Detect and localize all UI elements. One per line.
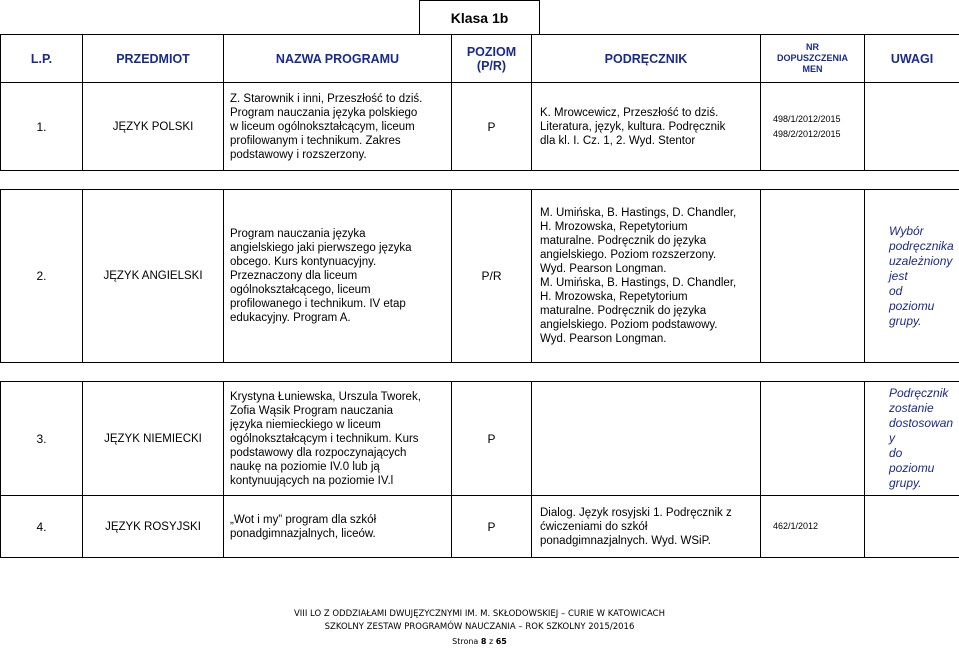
row-number: 3. bbox=[1, 382, 83, 496]
row-book: M. Umińska, B. Hastings, D. Chandler, H. Mrozowska, Repetytorium maturalne. Podręcznik do języka angielskiego. Poziom rozszerzony. Wyd. Pearson Longman. M. Umińska, B. Hastings, D. Chandler, H. Mrozowska, Repetytorium maturalne. Podręcznik do języka angielskiego. Poziom podstawowy. Wyd. Pearson Longman. bbox=[532, 190, 761, 363]
row-level: P/R bbox=[452, 190, 532, 363]
row-program: Krystyna Łuniewska, Urszula Tworek, Zofia Wąsik Program nauczania języka niemieckiego w liceum ogólnokształcącym i technikum. Kurs podstawowy dla rozpoczynających naukę na poziomie IV.0 lub ją kontynuujących na poziomie IV.l bbox=[224, 382, 452, 496]
curriculum-table bbox=[0, 34, 959, 558]
page-current: 8 bbox=[480, 637, 487, 646]
row-book: Dialog. Język rosyjski 1. Podręcznik z ćwiczeniami do szkół ponadgimnazjalnych. Wyd. WSiP. bbox=[532, 496, 761, 558]
row-nr bbox=[761, 190, 865, 363]
row-number: 2. bbox=[1, 190, 83, 363]
table-row bbox=[1, 83, 959, 171]
row-program: „Wot i my” program dla szkół ponadgimnazjalnych, liceów. bbox=[224, 496, 452, 558]
footer-program-set: SZKOLNY ZESTAW PROGRAMÓW NAUCZANIA – ROK SZKOLNY 2015/2016 bbox=[324, 622, 635, 632]
header-row bbox=[1, 35, 959, 83]
row-notes bbox=[865, 83, 959, 171]
header-nr: NR DOPUSZCZENIA MEN bbox=[761, 35, 865, 83]
header-lp: L.P. bbox=[1, 35, 83, 83]
row-level: P bbox=[452, 382, 532, 496]
table-row bbox=[1, 382, 959, 496]
header-book: PODRĘCZNIK bbox=[532, 35, 761, 83]
row-number: 1. bbox=[1, 83, 83, 171]
header-subject: PRZEDMIOT bbox=[83, 35, 224, 83]
row-notes: Wybór podręcznika uzależniony jest od poziomu grupy. bbox=[865, 190, 959, 363]
row-book: K. Mrowcewicz, Przeszłość to dziś. Literatura, język, kultura. Podręcznik dla kl. I. Cz. 1, 2. Wyd. Stentor bbox=[532, 83, 761, 171]
row-number: 4. bbox=[1, 496, 83, 558]
row-nr bbox=[761, 382, 865, 496]
table-row bbox=[1, 190, 959, 363]
row-nr: 498/1/2012/2015 498/2/2012/2015 bbox=[761, 83, 865, 171]
row-spacer bbox=[1, 363, 959, 382]
class-title: Klasa 1b bbox=[419, 0, 540, 35]
row-book bbox=[532, 382, 761, 496]
row-program: Program nauczania języka angielskiego jaki pierwszego języka obcego. Kurs kontynuacyjny. Przeznaczony dla liceum ogólnokształcącego, liceum profilowanego i technikum. IV etap edukacyjny. Program A. bbox=[224, 190, 452, 363]
row-nr: 462/1/2012 bbox=[761, 496, 865, 558]
row-spacer bbox=[1, 171, 959, 190]
row-subject: JĘZYK POLSKI bbox=[83, 83, 224, 171]
header-program: NAZWA PROGRAMU bbox=[224, 35, 452, 83]
footer-school-name: VIII LO Z ODDZIAŁAMI DWUJĘZYCZNYMI IM. M. SKŁODOWSKIEJ – CURIE W KATOWICACH bbox=[293, 609, 665, 619]
header-notes: UWAGI bbox=[865, 35, 959, 83]
row-program: Z. Starownik i inni, Przeszłość to dziś. Program nauczania języka polskiego w liceum ogólnokształcącym, liceum profilowanym i technikum. Zakres podstawowy i rozszerzony. bbox=[224, 83, 452, 171]
header-level: POZIOM (P/R) bbox=[452, 35, 532, 83]
table-row bbox=[1, 496, 959, 558]
row-notes: Podręcznik zostanie dostosowan y do poziomu grupy. bbox=[865, 382, 959, 496]
row-subject: JĘZYK ROSYJSKI bbox=[83, 496, 224, 558]
page-prefix: Strona bbox=[452, 637, 481, 646]
page-mid: z bbox=[486, 637, 496, 646]
row-level: P bbox=[452, 83, 532, 171]
row-level: P bbox=[452, 496, 532, 558]
footer-page-number bbox=[0, 637, 959, 646]
row-subject: JĘZYK NIEMIECKI bbox=[83, 382, 224, 496]
row-notes bbox=[865, 496, 959, 558]
page-total: 65 bbox=[495, 637, 507, 646]
row-subject: JĘZYK ANGIELSKI bbox=[83, 190, 224, 363]
